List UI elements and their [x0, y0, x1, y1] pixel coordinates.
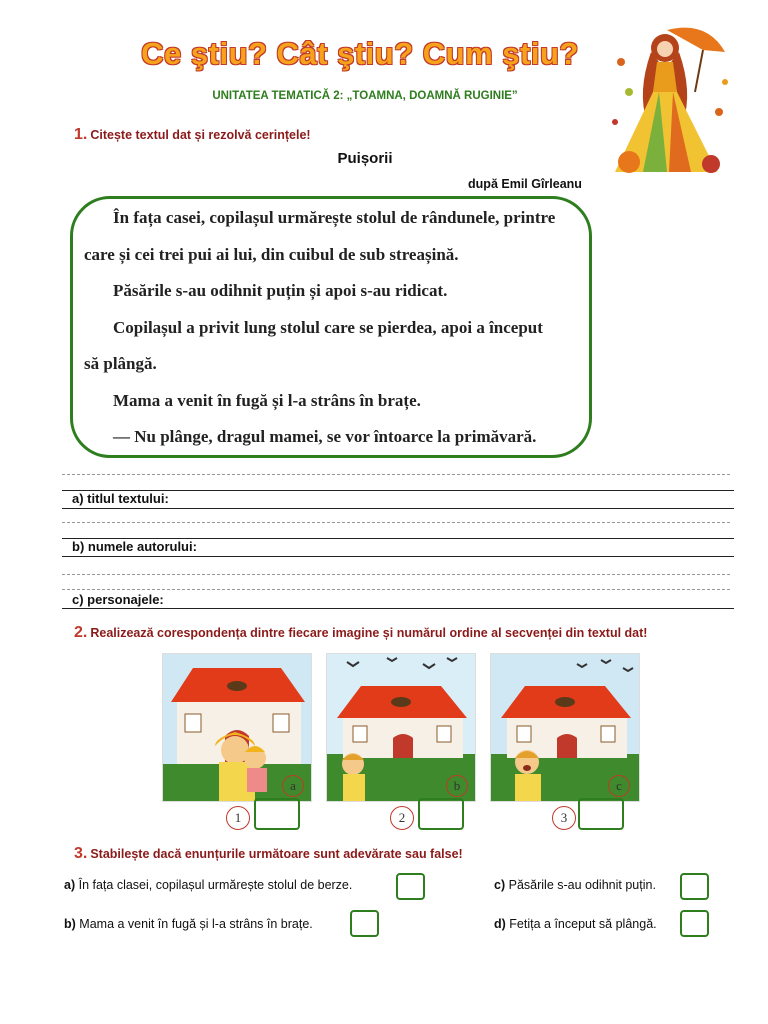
statement-label: d) — [494, 917, 506, 931]
question-author-label: b) numele autorului: — [72, 539, 197, 554]
true-false-box[interactable] — [350, 910, 379, 937]
story-line: Păsările s-au odihnit puțin și apoi s-au ridicat. — [113, 281, 448, 300]
statement-a — [64, 878, 352, 892]
answer-line[interactable] — [62, 556, 734, 557]
task2-heading — [74, 624, 647, 642]
sequence-number-circle: 3 — [552, 806, 576, 830]
story-line: să plângă. — [84, 354, 157, 373]
statement-text: Fetița a început să plângă. — [509, 917, 657, 931]
task3-instruction: Stabilește dacă enunțurile următoare sunt adevărate sau false! — [90, 847, 463, 861]
answer-line[interactable] — [62, 508, 734, 509]
image-answer-box[interactable] — [418, 798, 464, 830]
task3-heading — [74, 845, 463, 863]
question-characters-label: c) personajele: — [72, 592, 164, 607]
answer-line[interactable] — [62, 608, 734, 609]
answer-dashed-line — [62, 522, 730, 523]
task3-number: 3. — [74, 845, 88, 862]
story-line: — Nu plânge, dragul mamei, se vor întoarce la primăvară. — [113, 427, 537, 446]
worksheet-subtitle: UNITATEA TEMATICĂ 2: „TOAMNA, DOAMNĂ RUGINIE” — [212, 90, 518, 102]
statement-c — [494, 878, 656, 892]
sequence-number-circle: 1 — [226, 806, 250, 830]
statement-label: c) — [494, 878, 506, 892]
story-line: care și cei trei pui ai lui, din cuibul de sub streașină. — [84, 244, 459, 264]
story-title: Puișorii — [337, 150, 393, 167]
task1-instruction: Citește textul dat și rezolvă cerințele! — [90, 128, 311, 142]
image-letter-badge: a — [282, 775, 304, 797]
statement-b — [64, 917, 313, 931]
story-line: În fața casei, copilașul urmărește stolul de rândunele, printre — [113, 208, 556, 227]
statement-label: b) — [64, 917, 76, 931]
task2-number: 2. — [74, 624, 88, 641]
story-text — [84, 200, 594, 456]
image-answer-box[interactable] — [578, 798, 624, 830]
true-false-box[interactable] — [396, 873, 425, 900]
story-line: Copilașul a privit lung stolul care se pierdea, apoi a început — [113, 317, 543, 337]
answer-dashed-line — [62, 574, 730, 575]
true-false-box[interactable] — [680, 910, 709, 937]
story-line: Mama a venit în fugă și l-a strâns în brațe. — [113, 390, 421, 410]
answer-dashed-line — [62, 474, 730, 475]
image-letter-badge: c — [608, 775, 630, 797]
statement-label: a) — [64, 878, 76, 892]
question-title-label: a) titlul textului: — [72, 491, 169, 506]
statement-d — [494, 917, 657, 931]
statement-text: Mama a venit în fugă și l-a strâns în brațe. — [79, 917, 313, 931]
image-answer-box[interactable] — [254, 798, 300, 830]
worksheet-title: Ce ştiu? Cât ştiu? Cum ştiu? — [141, 36, 579, 71]
answer-dashed-line — [62, 589, 730, 590]
autumn-lady-illustration — [607, 22, 735, 180]
story-author: după Emil Gîrleanu — [468, 177, 582, 191]
image-letter-badge: b — [446, 775, 468, 797]
task1-heading — [74, 126, 311, 144]
sequence-number-circle: 2 — [390, 806, 414, 830]
statement-text: Păsările s-au odihnit puțin. — [508, 878, 656, 892]
task1-number: 1. — [74, 126, 88, 143]
true-false-box[interactable] — [680, 873, 709, 900]
task2-instruction: Realizează corespondența dintre fiecare imagine și numărul ordine al secvenței din textul dat! — [90, 626, 648, 640]
statement-text: În fața clasei, copilașul urmărește stolul de berze. — [78, 878, 353, 892]
